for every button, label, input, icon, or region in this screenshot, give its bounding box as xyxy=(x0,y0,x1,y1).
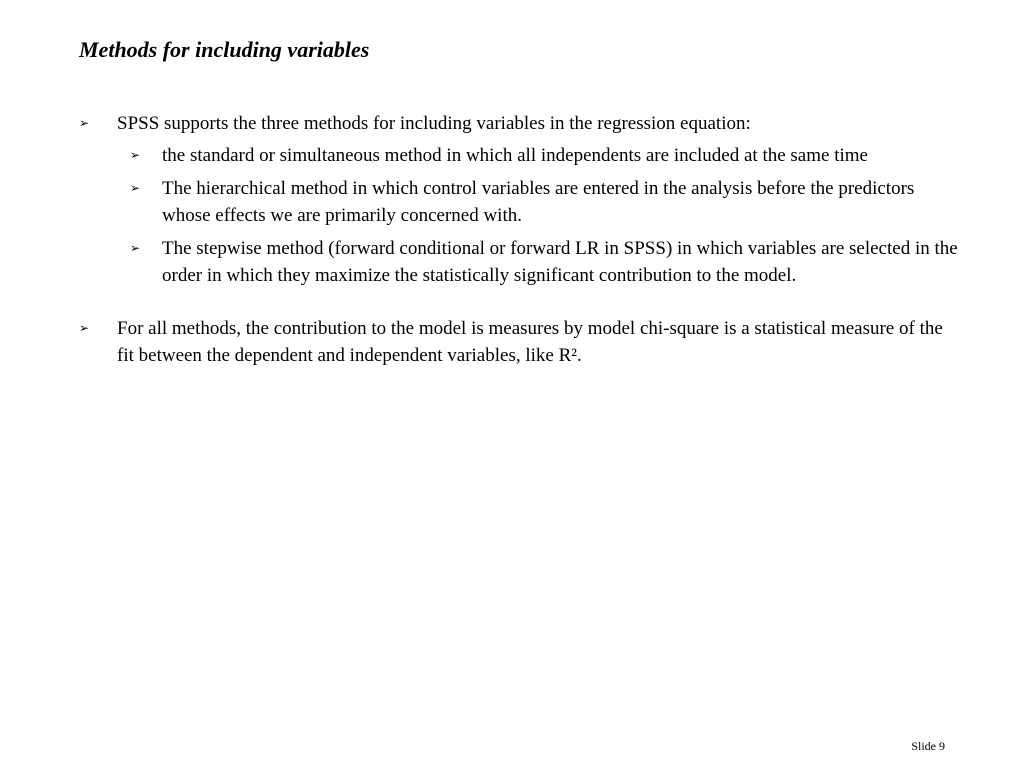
sub-bullet-item xyxy=(117,235,959,289)
arrow-bullet-icon: ➢ xyxy=(130,241,141,255)
bullet-list xyxy=(79,110,959,369)
sub-bullet-list xyxy=(117,142,959,289)
bullet-item xyxy=(79,110,959,289)
sub-bullet-item xyxy=(117,142,959,169)
bullet-text: SPSS supports the three methods for including variables in the regression equation: xyxy=(117,113,751,134)
sub-bullet-text: The hierarchical method in which control variables are entered in the analysis before the predictors whose effects we are primarily concerned with. xyxy=(162,178,915,226)
sub-bullet-item xyxy=(117,175,959,229)
arrow-bullet-icon: ➢ xyxy=(79,116,90,130)
bullet-text: For all methods, the contribution to the model is measures by model chi-square is a statistical measure of the fit between the dependent and independent variables, like R². xyxy=(117,318,943,366)
slide-title: Methods for including variables xyxy=(79,37,370,62)
arrow-bullet-icon: ➢ xyxy=(79,321,90,335)
arrow-bullet-icon: ➢ xyxy=(130,181,141,195)
arrow-bullet-icon: ➢ xyxy=(130,148,141,162)
slide-number: Slide 9 xyxy=(911,739,945,753)
sub-bullet-text: the standard or simultaneous method in which all independents are included at the same time xyxy=(162,145,868,166)
bullet-item xyxy=(79,315,959,369)
sub-bullet-text: The stepwise method (forward conditional or forward LR in SPSS) in which variables are selected in the order in which they maximize the statistically significant contribution to the model. xyxy=(162,238,958,286)
